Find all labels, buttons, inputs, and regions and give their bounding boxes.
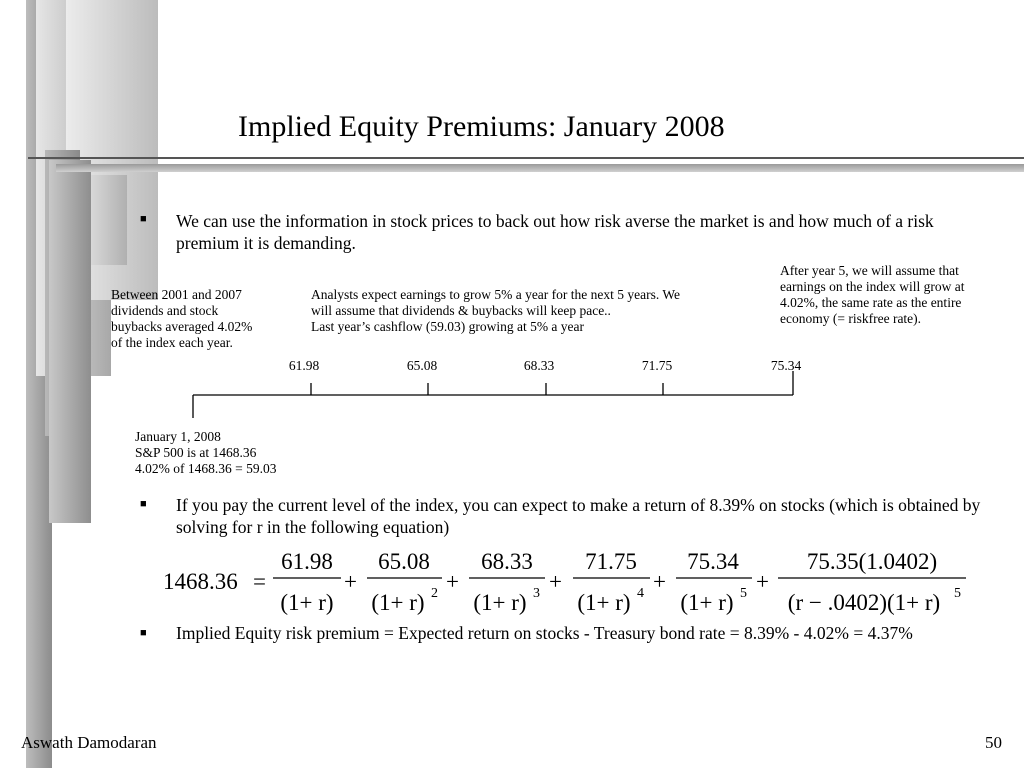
bullet-marker: ■ [140, 213, 147, 225]
denominator: (r − .0402)(1+ r) [787, 590, 941, 615]
bullet-text-1: We can use the information in stock prices to back out how risk averse the market is and how much of a risk premium it is demanding. [176, 211, 934, 253]
denominator: (1+ r) [280, 590, 334, 615]
timeline-value: 68.33 [523, 358, 555, 373]
footer-author: Aswath Damodaran [21, 733, 157, 752]
numerator: 75.34 [687, 549, 739, 574]
page-number: 50 [985, 733, 1002, 752]
numerator: 68.33 [481, 549, 533, 574]
bullet-marker: ■ [140, 498, 147, 510]
timeline-value: 65.08 [406, 358, 438, 373]
timeline-value: 61.98 [288, 358, 320, 373]
timeline-value: 71.75 [641, 358, 673, 373]
denominator: (1+ r) [371, 590, 425, 615]
plus-sign: + [653, 569, 666, 594]
bullet-text-2: If you pay the current level of the index, you can expect to make a return of 8.39% on stocks (which is obtained by solving for r in the following equation) [176, 495, 981, 537]
slide-title: Implied Equity Premiums: January 2008 [238, 110, 725, 143]
numerator: 61.98 [281, 549, 333, 574]
exponent: 2 [431, 586, 438, 601]
exponent: 3 [533, 586, 540, 601]
numerator: 71.75 [585, 549, 637, 574]
exponent: 4 [637, 586, 644, 601]
denominator: (1+ r) [680, 590, 734, 615]
exponent: 5 [954, 586, 961, 601]
plus-sign: + [446, 569, 459, 594]
plus-sign: + [344, 569, 357, 594]
denominator: (1+ r) [577, 590, 631, 615]
timeline-value: 75.34 [770, 358, 802, 373]
numerator: 75.35(1.0402) [806, 549, 938, 574]
denominator: (1+ r) [473, 590, 527, 615]
bullet-text-3: Implied Equity risk premium = Expected return on stocks - Treasury bond rate = 8.39% - 4.02% = 4.37% [176, 623, 913, 643]
bullet-marker: ■ [140, 627, 147, 639]
annotation-start: January 1, 2008 S&P 500 is at 1468.36 4.02% of 1468.36 = 59.03 [135, 429, 277, 476]
equation-lhs: 1468.36 [163, 569, 238, 594]
numerator: 65.08 [378, 549, 430, 574]
annotation-middle: Analysts expect earnings to grow 5% a year for the next 5 years. We will assume that dividends & buybacks will keep pace.. Last year’s cashflow (59.03) growing at 5% a year [311, 287, 681, 334]
plus-sign: + [549, 569, 562, 594]
annotation-left: Between 2001 and 2007 dividends and stock buybacks averaged 4.02% of the index each year. [111, 287, 253, 350]
exponent: 5 [740, 586, 747, 601]
equals-sign: = [253, 569, 266, 594]
annotation-right: After year 5, we will assume that earnings on the index will grow at 4.02%, the same rate as the entire economy (= riskfree rate). [780, 263, 965, 326]
plus-sign: + [756, 569, 769, 594]
